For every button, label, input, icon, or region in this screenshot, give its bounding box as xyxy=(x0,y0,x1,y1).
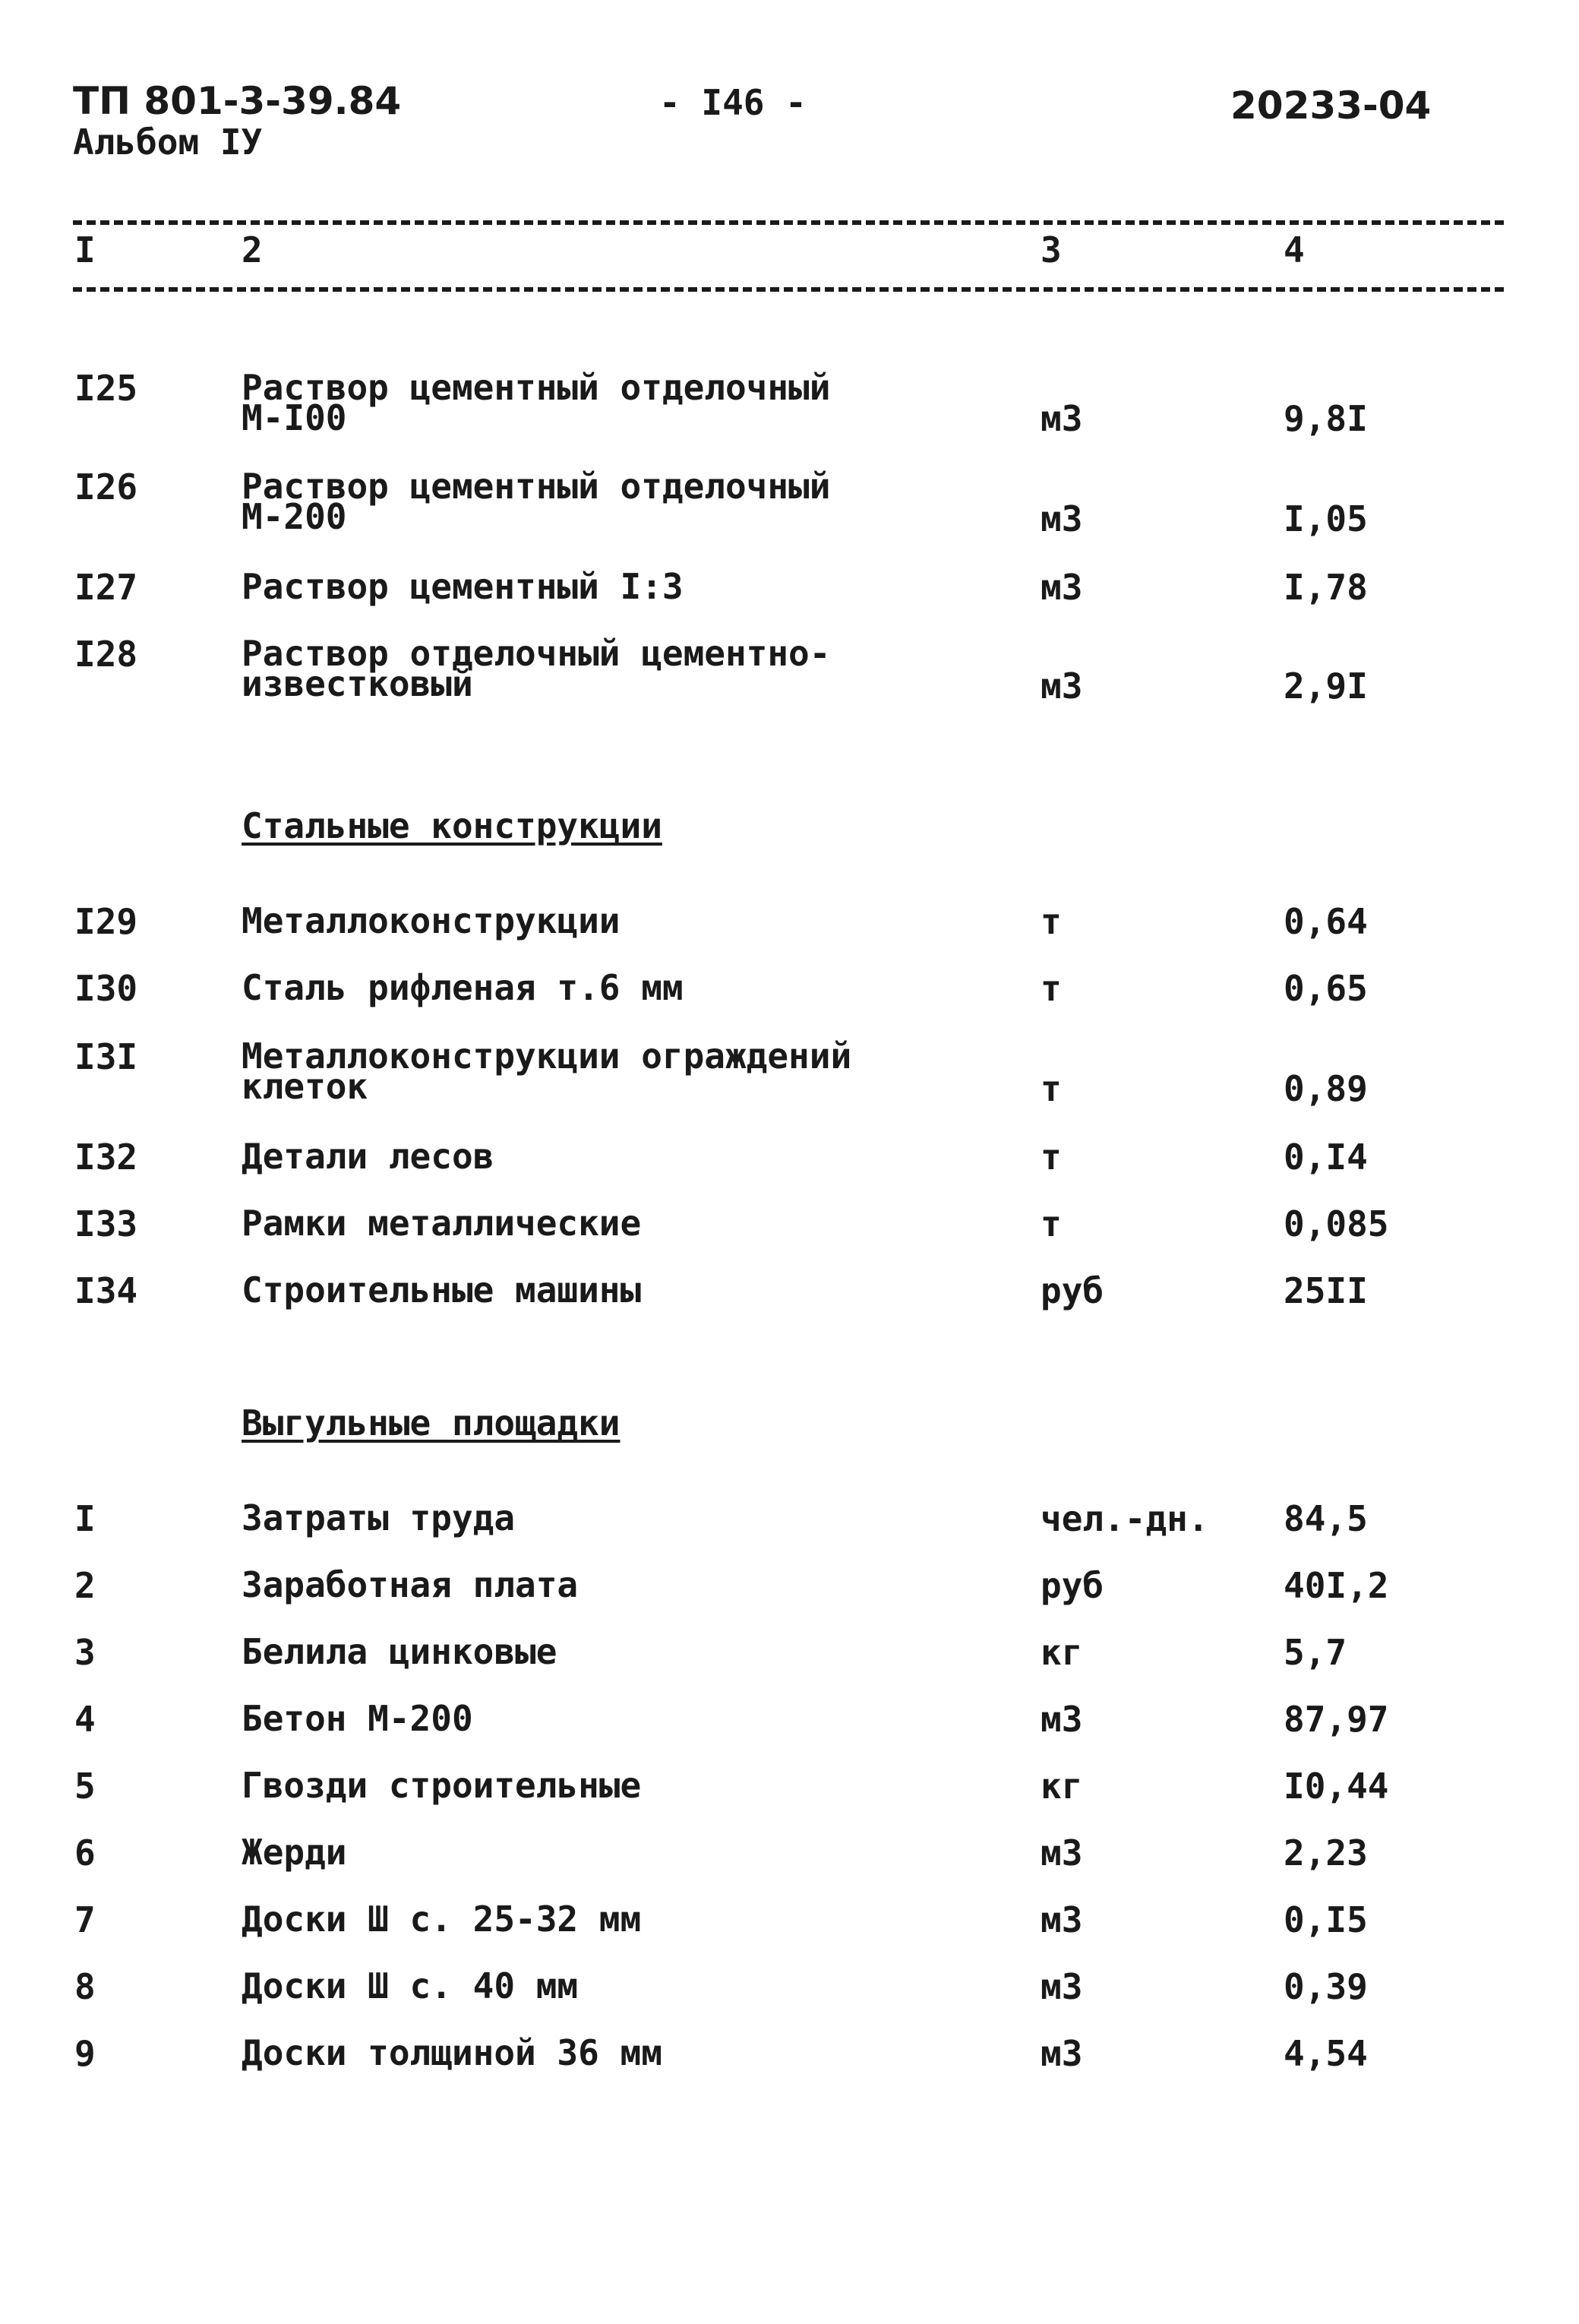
row-number: 2 xyxy=(74,1565,96,1606)
row-name: Раствор цементный отделочный М-I00 xyxy=(242,367,831,438)
row-unit: м3 xyxy=(1041,666,1083,707)
row-quantity: I,78 xyxy=(1284,567,1368,608)
row-name: Гвозди строительные xyxy=(242,1765,642,1806)
column-header-2: 2 xyxy=(242,229,263,270)
row-number: I3I xyxy=(74,1036,138,1077)
row-quantity: 4,54 xyxy=(1284,2033,1368,2074)
row-name: Доски Ш с. 25-32 мм xyxy=(242,1899,642,1940)
row-name: Металлоконструкции ограждений клеток xyxy=(242,1036,852,1107)
section-heading-pens: Выгульные площадки xyxy=(242,1402,621,1443)
row-quantity: 25II xyxy=(1284,1270,1368,1311)
row-quantity: 0,64 xyxy=(1284,901,1368,942)
row-unit: кг xyxy=(1041,1766,1083,1807)
row-name: Белила цинковые xyxy=(242,1631,557,1672)
row-quantity: 0,65 xyxy=(1284,968,1368,1009)
row-unit: м3 xyxy=(1041,1699,1083,1740)
row-unit: чел.-дн. xyxy=(1041,1498,1209,1539)
row-name: Раствор цементный I:3 xyxy=(242,566,684,607)
row-unit: т xyxy=(1041,968,1062,1009)
row-name: Заработная плата xyxy=(242,1564,579,1605)
row-name: Детали лесов xyxy=(242,1136,494,1177)
doc-code: ТП 801-3-39.84 xyxy=(73,79,402,123)
row-unit: м3 xyxy=(1041,2033,1083,2074)
row-quantity: 5,7 xyxy=(1284,1632,1347,1673)
row-quantity: 0,085 xyxy=(1284,1203,1389,1244)
row-name: Бетон М-200 xyxy=(242,1698,473,1739)
row-unit: т xyxy=(1041,1068,1062,1109)
album-label: Альбом IУ xyxy=(73,122,263,163)
row-number: I26 xyxy=(74,466,138,507)
column-header-3: 3 xyxy=(1041,229,1062,270)
row-unit: т xyxy=(1041,1203,1062,1244)
row-name: Раствор цементный отделочный М-200 xyxy=(242,466,831,537)
row-number: I27 xyxy=(74,567,138,608)
page-number: - I46 - xyxy=(659,82,807,123)
row-number: 4 xyxy=(74,1699,96,1740)
row-quantity: 0,39 xyxy=(1284,1966,1368,2007)
inventory-number: 20233-04 xyxy=(1230,84,1432,128)
row-unit: кг xyxy=(1041,1632,1083,1673)
row-number: I29 xyxy=(74,901,138,942)
row-name: Жерди xyxy=(242,1832,347,1873)
row-name: Затраты труда xyxy=(242,1497,516,1538)
row-unit: руб xyxy=(1041,1270,1104,1311)
header-rule-top xyxy=(73,220,1504,225)
row-number: 9 xyxy=(74,2033,96,2074)
row-number: 6 xyxy=(74,1832,96,1873)
row-unit: м3 xyxy=(1041,498,1083,539)
column-header-1: I xyxy=(74,229,96,270)
row-name: Металлоконструкции xyxy=(242,900,621,941)
row-number: 5 xyxy=(74,1766,96,1807)
row-quantity: 2,9I xyxy=(1284,666,1368,707)
row-name: Доски Ш с. 40 мм xyxy=(242,1965,579,2006)
row-name: Доски толщиной 36 мм xyxy=(242,2032,662,2073)
row-number: 8 xyxy=(74,1966,96,2007)
row-unit: т xyxy=(1041,901,1062,942)
row-name: Раствор отделочный цементно- известковый xyxy=(242,633,831,704)
row-quantity: 0,I5 xyxy=(1284,1899,1368,1940)
row-unit: м3 xyxy=(1041,1899,1083,1940)
row-unit: м3 xyxy=(1041,567,1083,608)
row-number: I28 xyxy=(74,634,138,675)
row-number: I30 xyxy=(74,968,138,1009)
row-name: Рамки металлические xyxy=(242,1203,642,1244)
row-number: 3 xyxy=(74,1632,96,1673)
row-unit: м3 xyxy=(1041,1832,1083,1873)
row-name: Строительные машины xyxy=(242,1270,642,1311)
column-header-4: 4 xyxy=(1284,229,1305,270)
row-quantity: 0,I4 xyxy=(1284,1137,1368,1178)
row-name: Сталь рифленая т.6 мм xyxy=(242,967,684,1008)
row-quantity: 84,5 xyxy=(1284,1498,1368,1539)
row-unit: м3 xyxy=(1041,398,1083,439)
row-quantity: I,05 xyxy=(1284,498,1368,539)
row-number: I25 xyxy=(74,368,138,409)
row-number: I32 xyxy=(74,1137,138,1178)
row-quantity: I0,44 xyxy=(1284,1766,1389,1807)
header-rule-bottom xyxy=(73,287,1504,292)
row-quantity: 40I,2 xyxy=(1284,1565,1389,1606)
row-unit: руб xyxy=(1041,1565,1104,1606)
row-number: I xyxy=(74,1498,96,1539)
row-quantity: 0,89 xyxy=(1284,1068,1368,1109)
row-quantity: 9,8I xyxy=(1284,398,1368,439)
row-unit: т xyxy=(1041,1137,1062,1178)
row-quantity: 87,97 xyxy=(1284,1699,1389,1740)
section-heading-steel: Стальные конструкции xyxy=(242,805,662,846)
row-unit: м3 xyxy=(1041,1966,1083,2007)
row-number: 7 xyxy=(74,1899,96,1940)
row-number: I34 xyxy=(74,1270,138,1311)
row-quantity: 2,23 xyxy=(1284,1832,1368,1873)
row-number: I33 xyxy=(74,1203,138,1244)
